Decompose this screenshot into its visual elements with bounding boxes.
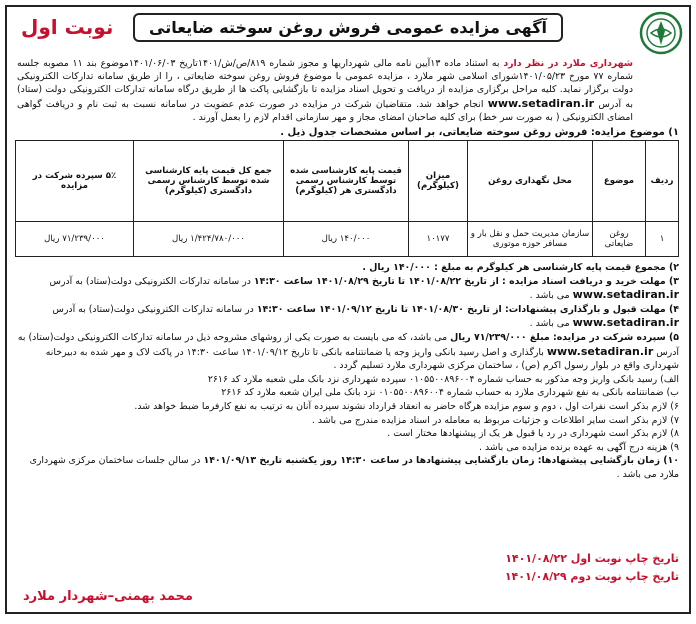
col-header-total-price: جمع کل قیمت پایه کارشناسی شده توسط کارشناس رسمی دادگستری (کیلوگرم) (134, 141, 284, 222)
setad-link[interactable]: www.setadiran.ir (487, 96, 595, 110)
notice-title: آگهی مزایده عمومی فروش روغن سوخته ضایعاتی (133, 13, 563, 42)
item-5-be: ب) ضمانتنامه بانکی به نفع شهرداری ملارد به حساب شماره ۰۱۰۵۵۰۰۸۹۶۰۰۴ نزد بانک ملی ایران شعبه ملارد کد ۲۶۱۶ (221, 387, 679, 399)
item-8: ۸) لازم بذکر است شهرداری در رد یا قبول هر یک از پیشنهادها مختار است . (387, 428, 679, 440)
setad-link[interactable]: www.setadiran.ir (546, 344, 654, 358)
col-header-unit-price: قیمت پایه کارشناسی شده توسط کارشناس رسمی دادگستری هر (کیلوگرم) (284, 141, 409, 222)
header (7, 7, 689, 55)
setad-link[interactable]: www.setadiran.ir (572, 316, 679, 330)
item-6: ۶) لازم بذکر است نفرات اول ، دوم و سوم مزایده هرگاه حاضر به انعقاد قرارداد نشوند سپرده آنان به ترتیب به نفع کارفرما ضبط خواهد شد. (134, 400, 679, 412)
item-9: ۹) هزینه درج آگهی به عهده برنده مزایده می باشد . (479, 441, 679, 453)
cell-amount: ۱۰۱۷۷ (409, 222, 468, 257)
item-4-bid-deadline: ۴) مهلت قبول و بارگذاری پیشنهادات: از تاریخ ۱۴۰۱/۰۸/۳۰ تا تاریخ ۱۴۰۱/۰۹/۱۲ ساعت ۱۴:۳۰ در سامانه تدارکات الکترونیکی دولت(ستاد) به آدرس www.setadiran.ir می باشد . (52, 303, 679, 330)
cell-unit-price: ۱۴۰/۰۰۰ ریال (284, 222, 409, 257)
cell-storage-location: سازمان مدیریت حمل و نقل بار و مسافر حوزه موتوری (468, 222, 593, 257)
item-5-deposit: ۵) سپرده شرکت در مزایده: مبلغ ۷۱/۲۳۹/۰۰۰ ریال می باشد، که می بایست به صورت یکی از روشهای مشروحه ذیل در سامانه تدارکات الکترونیکی دولت(ستاد) به آدرس www.setadiran.ir بارگذاری و اصل رسید بانکی واریز وجه یا ضمانتنامه بانکی تا تاریخ ۱۴۰۱/۰۹/۱۲ ساعت ۱۴:۳۰ در پاکت لاک و مهر شده به دبیرخانه شهرداری واقع در بلوار رسول اکرم (ص) ، ساختمان مرکزی شهرداری ملارد تسلیم گردد . (17, 331, 679, 372)
item-5-alef: الف) رسید بانکی واریز وجه مذکور به حساب شماره ۰۱۰۵۵۰۰۸۹۶۰۰۴ سپرده شهرداری نزد بانک ملی شعبه ملارد کد ۲۶۱۶ (207, 373, 679, 385)
footer (17, 548, 679, 608)
auction-items-table (15, 140, 679, 257)
col-header-amount: میزان (کیلوگرم) (409, 141, 468, 222)
col-header-deposit: ۵٪ سپرده شرکت در مزایده (16, 141, 134, 222)
signature: محمد بهمنی–شهردار ملارد (23, 589, 193, 604)
print-date-first: تاریخ چاپ نوبت اول ۱۴۰۱/۰۸/۲۲ (505, 552, 679, 565)
print-date-second: تاریخ چاپ نوبت دوم ۱۴۰۱/۰۸/۲۹ (504, 570, 679, 583)
intro-org: شهرداری ملارد در نظر دارد (503, 58, 633, 69)
municipality-emblem-icon (639, 11, 683, 55)
col-header-row-number: ردیف (646, 141, 679, 222)
item-7: ۷) لازم بذکر است سایر اطلاعات و جزئیات مربوط به معامله در اسناد مزایده مندرج می باشد . (311, 414, 679, 426)
intro-text-b: انجام خواهد شد. متقاضیان شرکت در مزایده در صورت عدم عضویت در سامانه نسبت به ثبت نام و دریافت گواهی امضای الکترونیکی ( به صورت سر خط) برای کلیه صاحبان امضای مجاز و مهر سازمانی اقدام لازم را بعمل آورند . (17, 98, 633, 123)
item-10-opening: ۱۰) زمان بازگشایی پیشنهادها: زمان بازگشایی پیشنهادها در ساعت ۱۴:۳۰ روز یکشنبه تاریخ ۱۴۰۱/۰۹/۱۳ در سالن جلسات ساختمان مرکزی شهرداری ملارد می باشد . (29, 455, 679, 480)
conditions-list (17, 261, 679, 482)
cell-row-number: ۱ (646, 222, 679, 257)
item-3-document-deadline: ۳) مهلت خرید و دریافت اسناد مزایده : از تاریخ ۱۴۰۱/۰۸/۲۲ تا تاریخ ۱۴۰۱/۰۸/۲۹ ساعت ۱۴:۳۰ در سامانه تدارکات الکترونیکی دولت(ستاد) به آدرس www.setadiran.ir می باشد . (49, 275, 679, 302)
intro-paragraph (17, 57, 633, 124)
col-header-subject: موضوع (593, 141, 646, 222)
setad-link[interactable]: www.setadiran.ir (572, 288, 679, 302)
item-2-base-price: ۲) مجموع قیمت پایه کارشناسی هر کیلوگرم به مبلغ : ۱۴۰/۰۰۰ ریال . (362, 262, 679, 274)
notice-round-label: نوبت اول (21, 15, 114, 39)
print-dates (505, 550, 679, 586)
col-header-storage-location: محل نگهداری روغن (468, 141, 593, 222)
cell-deposit: ۷۱/۲۳۹/۰۰۰ ریال (16, 222, 134, 257)
cell-total-price: ۱/۴۲۴/۷۸۰/۰۰۰ ریال (134, 222, 284, 257)
table-row (16, 222, 679, 257)
notice-page (5, 5, 691, 614)
cell-subject: روغن ضایعاتی (593, 222, 646, 257)
intro-text-a: به استناد ماده ۱۳آیین نامه مالی شهرداریها و مجوز شماره ۸۱۹/ص/ش/۱۴۰۱تاریخ ۱۴۰۱/۰۶/۰۳موضوع بند ۱۱ مصوبه جلسه شماره ۷۷ مورخ ۱۴۰۱/۰۵/۲۳شورای اسلامی شهر ملارد ، مزایده عمومی با موضوع فروش روغن سوخته ضایعاتی ، را از طریق سامانه تدارکات الکترونیکی دولت برگزار نماید. کلیه مراحل برگزاری مزایده از دریافت و تحویل اسناد مزایده تا بازگشایی پاکت ها از طریق درگاه سامانه تدارکات الکترونیکی دولت (ستاد) به آدرس (17, 58, 634, 110)
section1-heading: ۱) موضوع مزایده: فروش روغن سوخته ضایعاتی، بر اساس مشخصات جدول ذیل . (280, 127, 679, 139)
table-header-row (16, 141, 679, 222)
